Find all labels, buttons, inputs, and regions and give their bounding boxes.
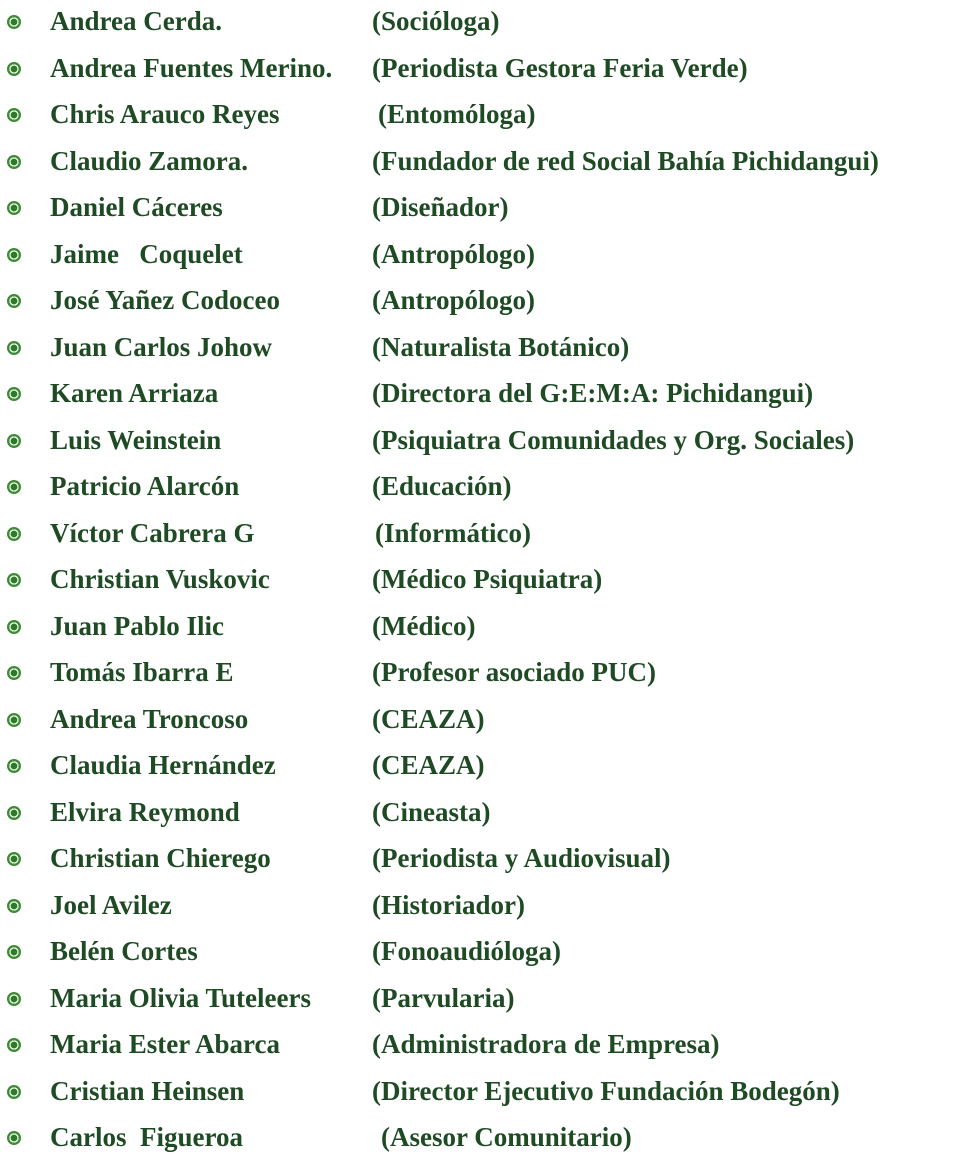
list-item [0, 279, 960, 326]
list-item [0, 837, 960, 884]
list-item [0, 930, 960, 977]
bullet-icon [7, 806, 21, 820]
person-name: Tomás Ibarra E [50, 657, 234, 687]
person-role: (Administradora de Empresa) [372, 1029, 720, 1059]
list-item [0, 233, 960, 280]
person-name: Patricio Alarcón [50, 471, 240, 501]
person-name: Andrea Cerda. [50, 6, 222, 36]
person-name: Juan Pablo Ilic [50, 610, 225, 641]
person-role: (Socióloga) [372, 6, 500, 36]
bullet-icon [7, 480, 21, 494]
person-name: Joel Avilez [50, 889, 172, 920]
person-name: Cristian Heinsen [50, 1075, 245, 1106]
person-name: Claudia Hernández [50, 750, 276, 780]
person-name: Christian Chierego [50, 843, 271, 873]
person-name: Belén Cortes [50, 936, 198, 966]
person-role: (Antropólogo) [372, 238, 536, 269]
person-role: (Cineasta) [372, 796, 491, 827]
person-name: Chris Arauco Reyes [50, 99, 280, 129]
list-item [0, 93, 960, 140]
bullet-icon [7, 387, 21, 401]
list-item [0, 884, 960, 931]
person-name: Andrea Fuentes Merino. [50, 52, 333, 83]
bullet-icon [7, 341, 21, 355]
list-item [0, 326, 960, 373]
list-item [0, 1070, 960, 1117]
list-item [0, 698, 960, 745]
person-role: (Fundador de red Social Bahía Pichidangui) [372, 145, 879, 176]
list-item [0, 372, 960, 419]
person-name: Víctor Cabrera G [50, 517, 255, 548]
bullet-icon [7, 62, 21, 76]
person-name: Karen Arriaza [50, 378, 219, 408]
bullet-icon [7, 620, 21, 634]
bullet-icon [7, 945, 21, 959]
person-role: (Médico) [372, 610, 476, 641]
person-name: Luis Weinstein [50, 424, 222, 455]
person-role: (Naturalista Botánico) [372, 331, 630, 362]
bullet-icon [7, 666, 21, 680]
person-role: (Diseñador) [372, 192, 509, 222]
list-item [0, 651, 960, 698]
bullet-icon [7, 1038, 21, 1052]
bullet-icon [7, 713, 21, 727]
list-item [0, 605, 960, 652]
list-item [0, 186, 960, 233]
list-item [0, 419, 960, 466]
person-name: Elvira Reymond [50, 796, 240, 827]
person-name: Daniel Cáceres [50, 192, 223, 222]
person-role: (Periodista y Audiovisual) [372, 843, 671, 873]
person-name: Carlos Figueroa [50, 1122, 243, 1152]
list-item [0, 465, 960, 512]
person-role: (CEAZA) [372, 750, 485, 780]
person-name: Maria Olivia Tuteleers [50, 982, 311, 1013]
person-role: (Director Ejecutivo Fundación Bodegón) [372, 1075, 840, 1106]
person-role: (Asesor Comunitario) [381, 1122, 632, 1152]
bullet-icon [7, 573, 21, 587]
person-role: (Entomóloga) [378, 99, 536, 129]
bullet-icon [7, 248, 21, 262]
list-item [0, 140, 960, 187]
person-name: José Yañez Codoceo [50, 285, 280, 315]
person-role: (CEAZA) [372, 703, 485, 734]
person-name: Maria Ester Abarca [50, 1029, 280, 1059]
bullet-icon [7, 527, 21, 541]
person-role: (Educación) [372, 471, 512, 501]
bullet-icon [7, 434, 21, 448]
bullet-icon [7, 108, 21, 122]
person-role: (Médico Psiquiatra) [372, 564, 603, 594]
person-role: (Parvularia) [372, 982, 515, 1013]
bullet-icon [7, 294, 21, 308]
person-role: (Psiquiatra Comunidades y Org. Sociales) [372, 424, 855, 455]
person-role: (Historiador) [372, 889, 525, 920]
bullet-icon [7, 1085, 21, 1099]
list-item [0, 744, 960, 791]
bullet-icon [7, 15, 21, 29]
bullet-icon [7, 759, 21, 773]
bullet-icon [7, 992, 21, 1006]
list-item [0, 1116, 960, 1163]
person-role: (Periodista Gestora Feria Verde) [372, 52, 748, 83]
list-item [0, 558, 960, 605]
person-name: Christian Vuskovic [50, 564, 270, 594]
person-role: (Fonoaudióloga) [372, 936, 562, 966]
person-name: Juan Carlos Johow [50, 331, 273, 362]
list-item [0, 47, 960, 94]
person-name: Andrea Troncoso [50, 703, 249, 734]
bullet-icon [7, 155, 21, 169]
bullet-icon [7, 1131, 21, 1145]
person-name: Jaime Coquelet [50, 238, 243, 269]
bullet-icon [7, 852, 21, 866]
list-item [0, 0, 960, 47]
list-item [0, 977, 960, 1024]
list-item [0, 791, 960, 838]
bullet-icon [7, 201, 21, 215]
person-role: (Directora del G:E:M:A: Pichidangui) [372, 378, 814, 408]
person-name: Claudio Zamora. [50, 145, 249, 176]
list-item [0, 1023, 960, 1070]
person-role: (Antropólogo) [372, 285, 536, 315]
bullet-icon [7, 899, 21, 913]
person-role: (Informático) [375, 517, 531, 548]
list-item [0, 512, 960, 559]
person-role: (Profesor asociado PUC) [372, 657, 656, 687]
